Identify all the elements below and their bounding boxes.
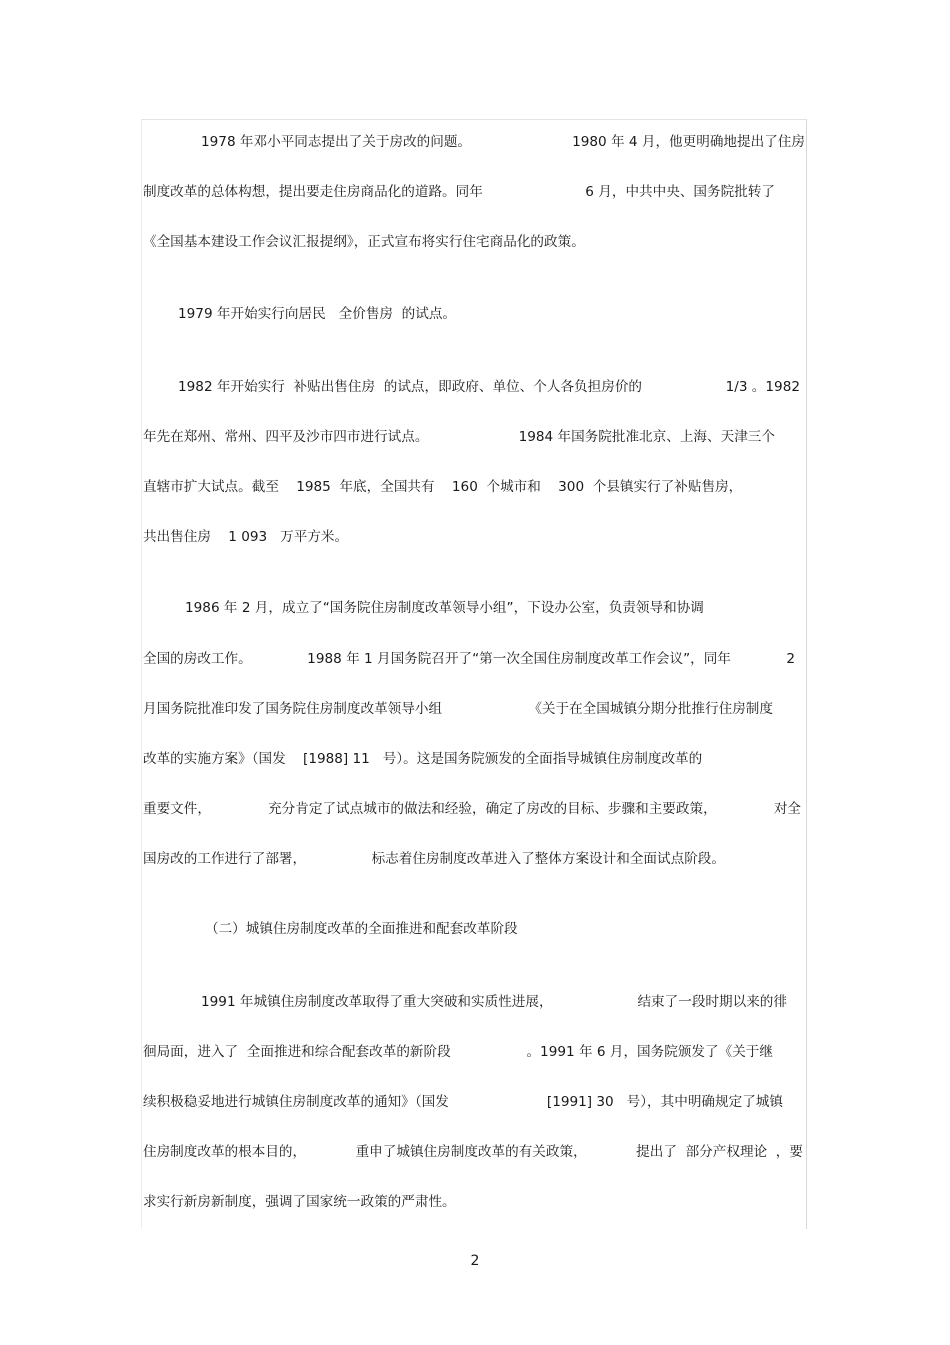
text-segment: 1988 年 1 月国务院召开了“第一次全国住房制度改革工作会议”，同年 xyxy=(307,651,731,667)
text-line xyxy=(143,798,801,820)
text-segment: [1991] 30 号），其中明确规定了城镇 xyxy=(546,1094,783,1110)
text-line xyxy=(143,848,725,870)
text-segment: 住房制度改革的根本目的， xyxy=(143,1144,307,1160)
text-line: 1979 年开始实行向居民 全价售房 的试点。 xyxy=(178,306,457,322)
text-segment: 1982 年开始实行 补贴出售住房 的试点，即政府、单位、个人各负担房价的 xyxy=(178,379,643,395)
text-segment: 1/3 。1982 xyxy=(725,379,800,395)
text-segment: 对全 xyxy=(773,801,801,817)
text-segment: 6 月，中共中央、国务院批转了 xyxy=(585,184,775,200)
text-segment: 徊局面，进入了 全面推进和综合配套改革的新阶段 xyxy=(143,1044,451,1060)
text-line: 《全国基本建设工作会议汇报提纲》，正式宣布将实行住宅商品化的政策。 xyxy=(143,234,585,250)
text-segment: 1984 年国务院批准北京、上海、天津三个 xyxy=(518,429,775,445)
text-line xyxy=(143,1041,773,1063)
text-segment: 结束了一段时期以来的徘 xyxy=(637,994,787,1010)
text-segment: 全国的房改工作。 xyxy=(143,651,252,667)
text-line: 共出售住房 1 093 万平方米。 xyxy=(143,529,349,545)
text-segment: 标志着住房制度改革进入了整体方案设计和全面试点阶段。 xyxy=(371,851,725,867)
section-heading: （二）城镇住房制度改革的全面推进和配套改革阶段 xyxy=(205,921,518,937)
text-segment: 重要文件， xyxy=(143,801,211,817)
text-line xyxy=(143,648,795,670)
text-segment: 年先在郑州、常州、四平及沙市四市进行试点。 xyxy=(143,429,429,445)
text-segment: 1978 年邓小平同志提出了关于房改的问题。 xyxy=(201,134,472,150)
text-segment: 制度改革的总体构想，提出要走住房商品化的道路。同年 xyxy=(143,184,483,200)
text-line: 直辖市扩大试点。截至 1985 年底，全国共有 160 个城市和 300 个县镇实行了补贴售房， xyxy=(143,479,743,495)
text-segment: 1980 年 4 月，他更明确地提出了住房 xyxy=(572,134,805,150)
text-line xyxy=(143,991,805,1013)
text-line xyxy=(143,426,775,448)
text-line xyxy=(143,376,805,398)
text-line: 求实行新房新制度，强调了国家统一政策的严肃性。 xyxy=(143,1194,456,1210)
text-line xyxy=(143,131,830,153)
text-line xyxy=(143,1141,803,1163)
text-segment: 充分肯定了试点城市的做法和经验，确定了房改的目标、步骤和主要政策， xyxy=(268,801,717,817)
text-segment: 2 xyxy=(786,651,795,667)
text-segment: 续积极稳妥地进行城镇住房制度改革的通知》（国发 xyxy=(143,1094,449,1110)
text-line xyxy=(143,698,773,720)
text-segment: 国房改的工作进行了部署， xyxy=(143,851,307,867)
text-line: 改革的实施方案》（国发 [1988] 11 号）。这是国务院颁发的全面指导城镇住房制度改革的 xyxy=(143,751,703,767)
text-segment: 。1991 年 6 月，国务院颁发了《关于继 xyxy=(526,1044,773,1060)
text-segment: 提出了 部分产权理论 ，要 xyxy=(636,1144,803,1160)
text-segment: 月国务院批准印发了国务院住房制度改革领导小组 xyxy=(143,701,443,717)
text-segment: 重申了城镇住房制度改革的有关政策， xyxy=(355,1144,587,1160)
text-line: 1986 年 2 月，成立了“国务院住房制度改革领导小组”，下设办公室，负责领导和协调 xyxy=(185,600,704,616)
text-line xyxy=(143,181,775,203)
text-line xyxy=(143,1091,783,1113)
page-number: 2 xyxy=(470,1253,480,1269)
text-segment: 1991 年城镇住房制度改革取得了重大突破和实质性进展， xyxy=(201,994,553,1010)
text-segment: 《关于在全国城镇分期分批推行住房制度 xyxy=(528,701,773,717)
